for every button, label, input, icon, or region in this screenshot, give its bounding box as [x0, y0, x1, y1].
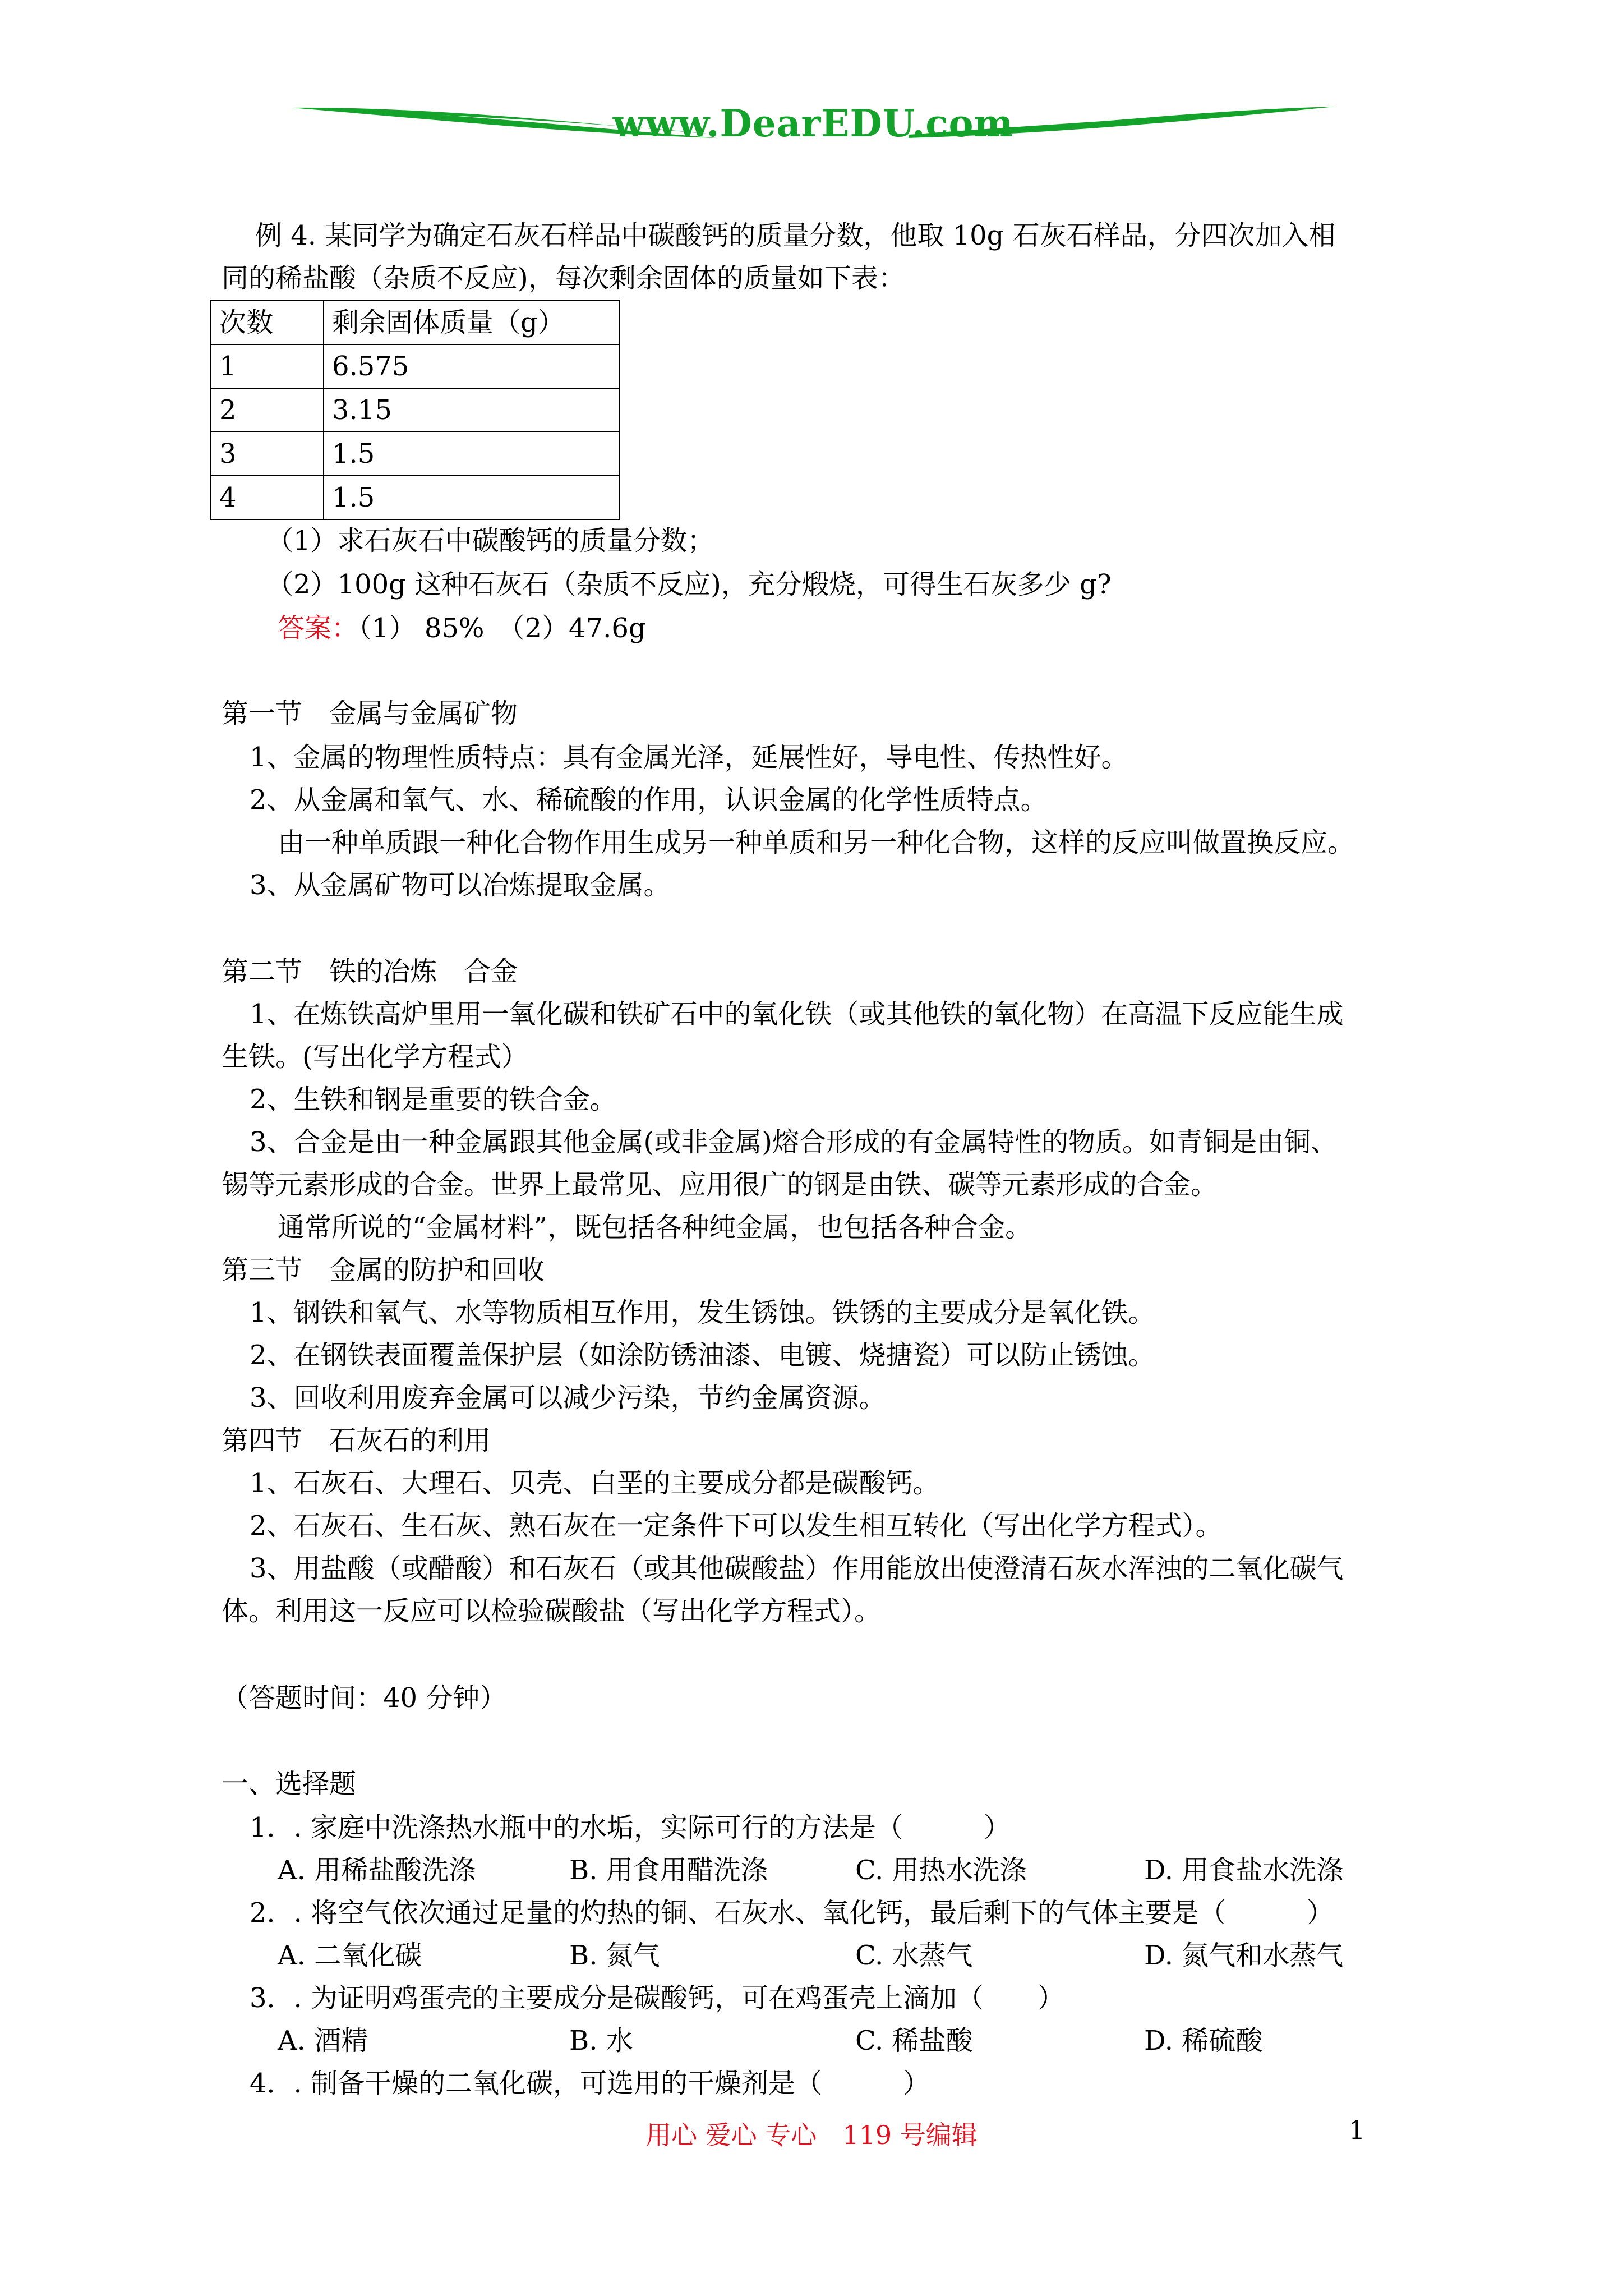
section-2-line-4: 3、合金是由一种金属跟其他金属(或非金属)熔合形成的有金属特性的物质。如青铜是由铜、	[250, 1126, 1338, 1158]
section-4-line-3: 3、用盐酸（或醋酸）和石灰石（或其他碳酸盐）作用能放出使澄清石灰水浑浊的二氧化碳气	[250, 1553, 1344, 1584]
header-logo	[292, 101, 1335, 168]
question-1-option-b: B. 用食用醋洗涤	[569, 1855, 768, 1886]
example-question-2: （2）100g 这种石灰石（杂质不反应)，充分煅烧，可得生石灰多少 g?	[266, 569, 1112, 600]
example-text-line-1: 例 4. 某同学为确定石灰石样品中碳酸钙的质量分数，他取 10g 石灰石样品，分四次加入相	[255, 220, 1336, 251]
answer-text: （1） 85% （2）47.6g	[358, 613, 646, 644]
question-2-stem: 2．. 将空气依次通过足量的灼热的铜、石灰水、氧化钙，最后剩下的气体主要是（ ）	[250, 1897, 1334, 1929]
mc-heading: 一、选择题	[222, 1768, 357, 1800]
table-header-cell: 次数	[211, 301, 324, 344]
question-2-option-c: C. 水蒸气	[855, 1940, 973, 1971]
table-cell: 1.5	[324, 432, 619, 476]
question-2-option-d: D. 氮气和水蒸气	[1144, 1940, 1344, 1971]
section-2-line-5: 锡等元素形成的合金。世界上最常见、应用很广的钢是由铁、碳等元素形成的合金。	[222, 1169, 1218, 1200]
section-2-title: 第二节 铁的冶炼 合金	[222, 956, 518, 987]
section-1-line-3: 由一种单质跟一种化合物作用生成另一种单质和另一种化合物，这样的反应叫做置换反应。	[278, 827, 1355, 858]
table-cell: 3.15	[324, 388, 619, 432]
table-row	[211, 432, 619, 476]
table-cell: 2	[211, 388, 324, 432]
table-row	[211, 388, 619, 432]
section-1-line-4: 3、从金属矿物可以冶炼提取金属。	[250, 869, 671, 901]
time-note: （答题时间：40 分钟）	[222, 1682, 507, 1714]
section-3-line-2: 2、在钢铁表面覆盖保护层（如涂防锈油漆、电镀、烧搪瓷）可以防止锈蚀。	[250, 1340, 1155, 1371]
question-4-stem: 4．. 制备干燥的二氧化碳，可选用的干燥剂是（ ）	[250, 2068, 930, 2099]
table-row	[211, 476, 619, 519]
section-4-line-4: 体。利用这一反应可以检验碳酸盐（写出化学方程式）。	[222, 1595, 882, 1627]
site-logo-text: www.DearEDU.com	[612, 102, 1014, 145]
table-cell: 3	[211, 432, 324, 476]
answer-line	[278, 610, 646, 646]
question-1-option-d: D. 用食盐水洗涤	[1144, 1855, 1344, 1886]
section-2-line-2: 生铁。(写出化学方程式）	[222, 1041, 528, 1073]
table-cell: 1.5	[324, 476, 619, 519]
example-text-line-2: 同的稀盐酸（杂质不反应)，每次剩余固体的质量如下表：	[222, 263, 905, 294]
section-2-line-6: 通常所说的“金属材料”，既包括各种纯金属，也包括各种合金。	[278, 1212, 1032, 1243]
section-1-title: 第一节 金属与金属矿物	[222, 698, 518, 729]
section-4-line-1: 1、石灰石、大理石、贝壳、白垩的主要成分都是碳酸钙。	[250, 1467, 940, 1499]
section-4-line-2: 2、石灰石、生石灰、熟石灰在一定条件下可以发生相互转化（写出化学方程式）。	[250, 1510, 1223, 1542]
example-question-1: （1）求石灰石中碳酸钙的质量分数；	[266, 525, 714, 556]
answer-label: 答案：	[278, 613, 359, 644]
table-header-cell: 剩余固体质量（g）	[324, 301, 619, 344]
question-1-stem: 1．. 家庭中洗涤热水瓶中的水垢，实际可行的方法是（ ）	[250, 1812, 1011, 1843]
section-4-title: 第四节 石灰石的利用	[222, 1425, 491, 1456]
footer-text: 用心 爱心 专心 119 号编辑	[645, 2120, 978, 2150]
section-3-line-3: 3、回收利用废弃金属可以减少污染，节约金属资源。	[250, 1382, 886, 1414]
table-cell: 6.575	[324, 344, 619, 388]
table-header-row	[211, 301, 619, 344]
question-3-option-c: C. 稀盐酸	[855, 2025, 973, 2056]
table-cell: 4	[211, 476, 324, 519]
section-1-line-2: 2、从金属和氧气、水、稀硫酸的作用，认识金属的化学性质特点。	[250, 784, 1048, 816]
question-2-option-b: B. 氮气	[569, 1940, 660, 1971]
section-2-line-1: 1、在炼铁高炉里用一氧化碳和铁矿石中的氧化铁（或其他铁的氧化物）在高温下反应能生成	[250, 999, 1344, 1030]
question-3-option-d: D. 稀硫酸	[1144, 2025, 1263, 2056]
question-3-option-b: B. 水	[569, 2025, 633, 2056]
question-2-option-a: A. 二氧化碳	[278, 1940, 422, 1971]
section-2-line-3: 2、生铁和钢是重要的铁合金。	[250, 1084, 617, 1115]
table-row	[211, 344, 619, 388]
section-1-line-1: 1、金属的物理性质特点：具有金属光泽，延展性好，导电性、传热性好。	[250, 742, 1128, 773]
question-3-option-a: A. 酒精	[278, 2025, 368, 2056]
section-3-title: 第三节 金属的防护和回收	[222, 1254, 545, 1286]
question-3-stem: 3．. 为证明鸡蛋壳的主要成分是碳酸钙，可在鸡蛋壳上滴加（ ）	[250, 1982, 1065, 2014]
question-1-option-a: A. 用稀盐酸洗涤	[278, 1855, 476, 1886]
residue-mass-table	[210, 300, 620, 520]
table-cell: 1	[211, 344, 324, 388]
page-number: 1	[1349, 2115, 1366, 2145]
section-3-line-1: 1、钢铁和氧气、水等物质相互作用，发生锈蚀。铁锈的主要成分是氧化铁。	[250, 1297, 1155, 1328]
question-1-option-c: C. 用热水洗涤	[855, 1855, 1027, 1886]
